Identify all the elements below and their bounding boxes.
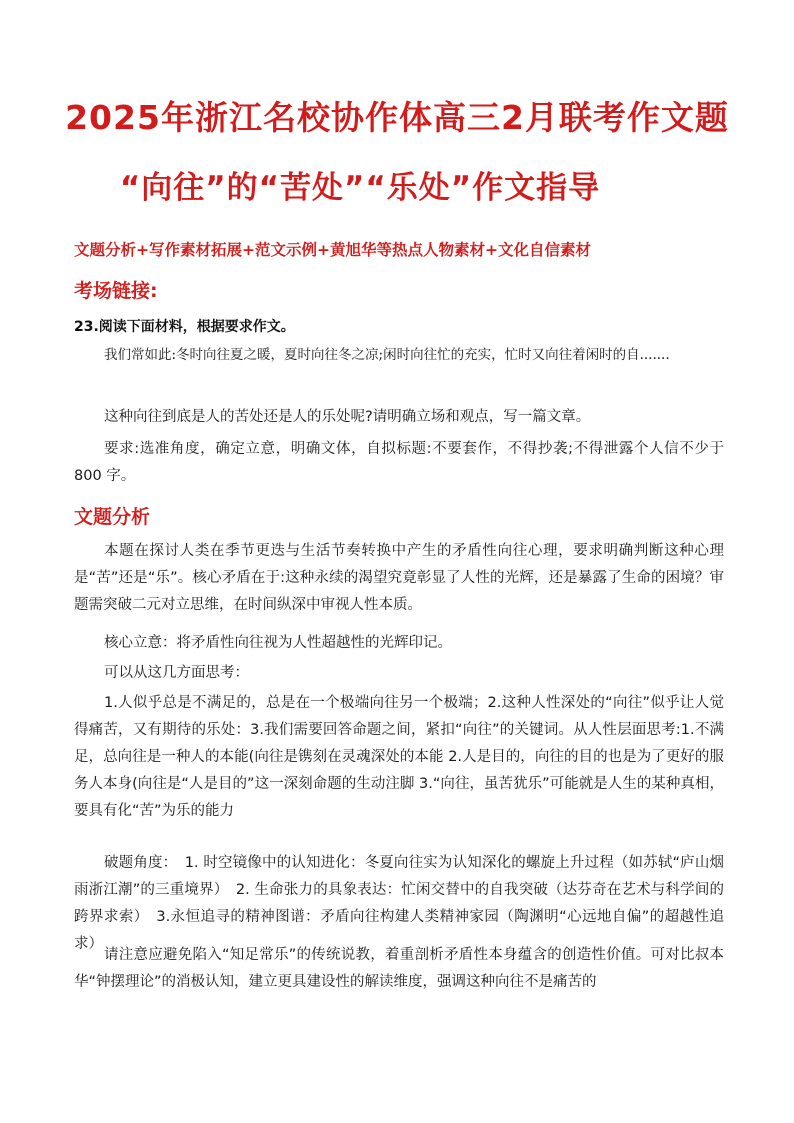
document-subtitle-heading: “向往”的“苦处”“乐处”作文指导 bbox=[119, 170, 601, 206]
analysis-paragraph: 核心立意：将矛盾性向往视为人性超越性的光辉印记。 bbox=[104, 635, 452, 651]
section-heading-analysis: 文题分析 bbox=[74, 506, 151, 528]
analysis-paragraph: 1.人似乎总是不满足的，总是在一个极端向往另一个极端；2.这种人性深处的“向往”似乎让人觉得痛苦，又有期待的乐处：3.我们需要回答命题之间，紧扣“向往”的关键词。从人性层面思考:1.不满足，总向往是一种人的本能(向往是镌刻在灵魂深处的本能 2.人是目的，向往的目的也是为了更好的服务人本身(向往是“人是目的”这一深刻命题的生动注脚 3.“向往，虽苦犹乐”可能就是人生的某种真相，要具有化“苦”为乐的能力 bbox=[74, 695, 724, 819]
analysis-paragraph: 可以从这几方面思考： bbox=[104, 665, 249, 681]
content-overview: 文题分析+写作素材拓展+范文示例+黄旭华等热点人物素材+文化自信素材 bbox=[74, 241, 591, 259]
requirement-text: 要求:选准角度，确定立意，明确文体，自拟标题:不要套作，不得抄袭;不得泄露个人信不少于 800 字。 bbox=[74, 441, 724, 484]
document-title: 2025年浙江名校协作体高三2月联考作文题 bbox=[65, 98, 729, 137]
question-label: 23.阅读下面材料，根据要求作文。 bbox=[74, 319, 295, 335]
section-heading-exam: 考场链接: bbox=[74, 280, 158, 302]
analysis-paragraph: 本题在探讨人类在季节更迭与生活节奏转换中产生的矛盾性向往心理，要求明确判断这种心理是“苦”还是“乐”。核心矛盾在于:这种永续的渴望究竟彰显了人性的光辉，还是暴露了生命的困境？审题需突破二元对立思维，在时间纵深中审视人性本质。 bbox=[74, 543, 724, 613]
question-text: 这种向往到底是人的苦处还是人的乐处呢?请明确立场和观点，写一篇文章。 bbox=[104, 409, 591, 425]
analysis-paragraph: 请注意应避免陷入“知足常乐”的传统说教，着重剖析矛盾性本身蕴含的创造性价值。可对比叔本华“钟摆理论”的消极认知，建立更具建设性的解读维度，强调这种向往不是痛苦的 bbox=[74, 947, 724, 990]
material-text: 我们常如此:冬时向往夏之暖，夏时向往冬之凉;闲时向往忙的充实，忙时又向往着闲时的自....... bbox=[104, 347, 670, 363]
analysis-paragraph: 破题角度： 1. 时空镜像中的认知进化：冬夏向往实为认知深化的螺旋上升过程（如苏轼“庐山烟雨浙江潮”的三重境界） 2. 生命张力的具象表达：忙闲交替中的自我突破（达芬奇在艺术与科学间的跨界求索） 3.永恒追寻的精神图谱：矛盾向往构建人类精神家园（陶渊明“心远地自偏”的超越性追求） bbox=[74, 855, 724, 952]
